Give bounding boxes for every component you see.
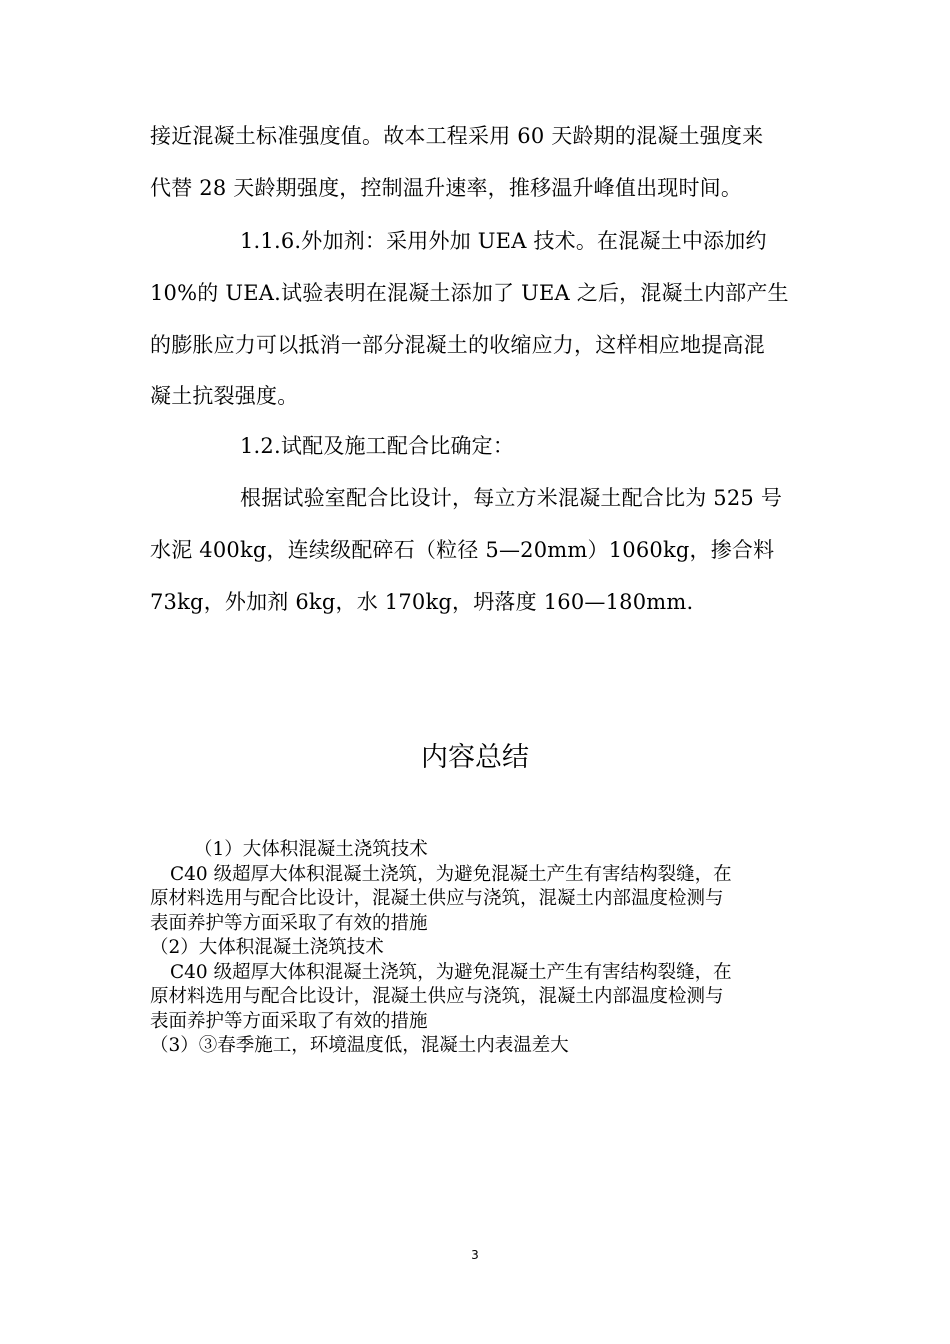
summary-line-6: C40 级超厚大体积混凝土浇筑，为避免混凝土产生有害结构裂缝，在 [170, 961, 732, 983]
body-line-2: 代替 28 天龄期强度，控制温升速率，推移温升峰值出现时间。 [150, 176, 743, 200]
body-line-3: 1.1.6.外加剂：采用外加 UEA 技术。在混凝土中添加约 [240, 229, 767, 253]
summary-line-2: C40 级超厚大体积混凝土浇筑，为避免混凝土产生有害结构裂缝，在 [170, 863, 732, 885]
body-line-6: 凝土抗裂强度。 [150, 384, 299, 408]
summary-block [150, 838, 810, 1059]
summary-line-8: 表面养护等方面采取了有效的措施 [150, 1010, 428, 1032]
summary-line-9: （3）③春季施工，环境温度低，混凝土内表温差大 [150, 1035, 569, 1056]
body-line-9: 水泥 400kg，连续级配碎石（粒径 5—20mm）1060kg，掺合料 [150, 538, 775, 562]
body-line-1: 接近混凝土标准强度值。故本工程采用 60 天龄期的混凝土强度来 [150, 124, 764, 148]
body-line-7: 1.2.试配及施工配合比确定： [240, 434, 515, 458]
summary-heading: 内容总结 [421, 742, 529, 773]
summary-line-7: 原材料选用与配合比设计，混凝土供应与浇筑，混凝土内部温度检测与 [150, 986, 724, 1007]
page-number: 3 [471, 1248, 479, 1262]
summary-line-4: 表面养护等方面采取了有效的措施 [150, 912, 428, 934]
summary-line-1: （1）大体积混凝土浇筑技术 [194, 839, 428, 860]
summary-line-5: （2）大体积混凝土浇筑技术 [150, 937, 384, 958]
body-line-8: 根据试验室配合比设计，每立方米混凝土配合比为 525 号 [240, 486, 783, 510]
body-line-5: 的膨胀应力可以抵消一部分混凝土的收缩应力，这样相应地提高混 [150, 333, 765, 357]
summary-line-3: 原材料选用与配合比设计，混凝土供应与浇筑，混凝土内部温度检测与 [150, 888, 724, 909]
body-line-4: 10%的 UEA.试验表明在混凝土添加了 UEA 之后，混凝土内部产生 [150, 281, 789, 305]
body-line-10: 73kg，外加剂 6kg，水 170kg，坍落度 160—180mm. [150, 590, 694, 614]
